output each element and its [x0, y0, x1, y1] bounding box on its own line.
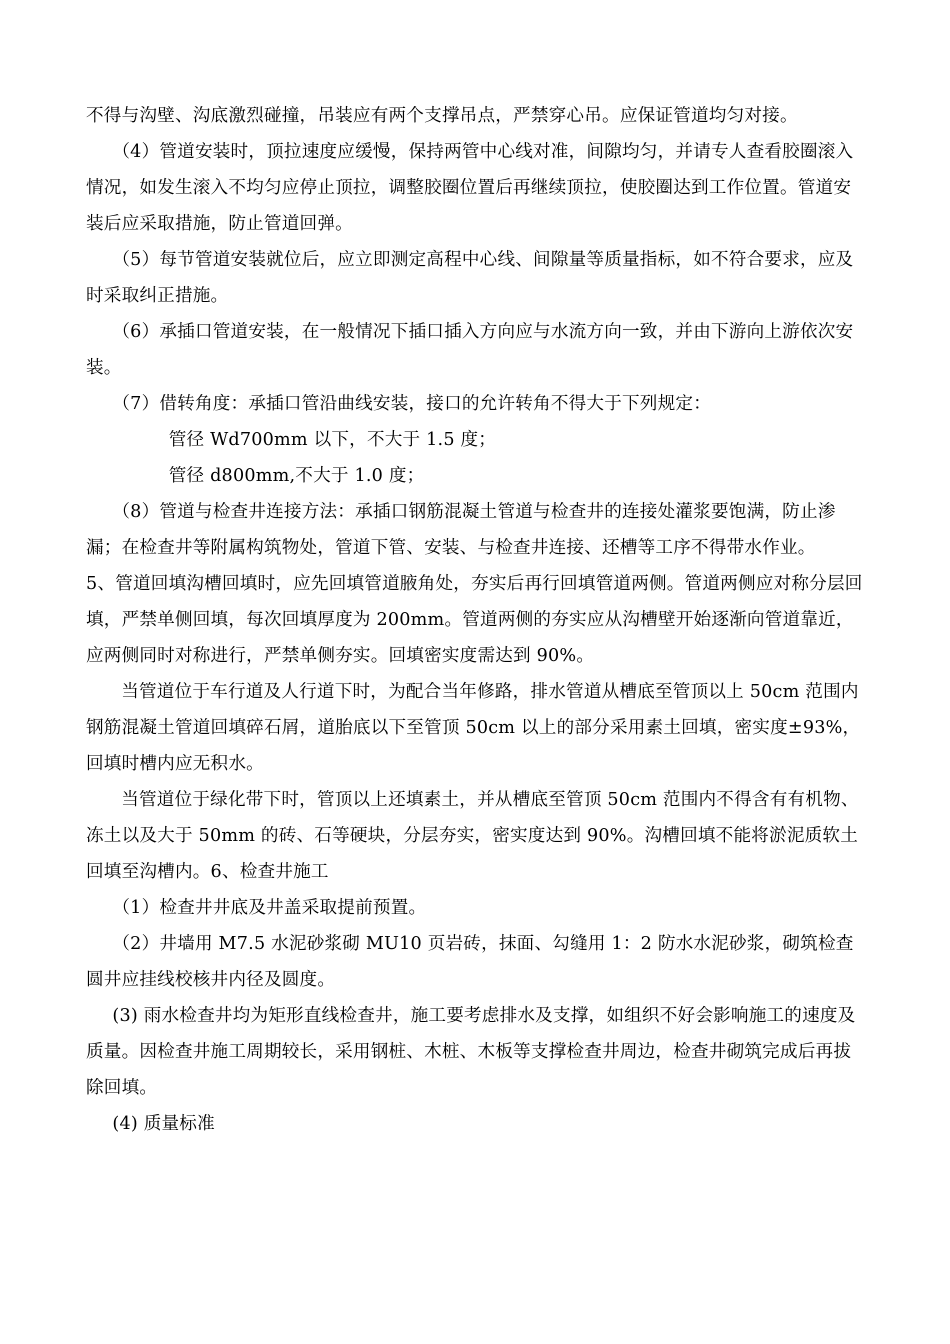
paragraph-8: （8）管道与检查井连接方法：承插口钢筋混凝土管道与检查井的连接处灌浆要饱满，防止渗漏；在检查井等附属构筑物处，管道下管、安装、与检查井连接、还槽等工序不得带水作业。: [86, 502, 836, 558]
paragraph-12: （1）检查井井底及井盖采取提前预置。: [112, 898, 427, 918]
paragraph-7: 管径 d800mm,不大于 1.0 度；: [168, 466, 425, 486]
paragraph-4: （6）承插口管道安装，在一般情况下插口插入方向应与水流方向一致，并由下游向上游依次安装。: [86, 322, 854, 378]
paragraph-1: 不得与沟壁、沟底激烈碰撞，吊装应有两个支撑吊点，严禁穿心吊。应保证管道均匀对接。: [86, 106, 798, 126]
paragraph-10: 当管道位于车行道及人行道下时，为配合当年修路，排水管道从槽底至管顶以上 50cm 范围内钢筋混凝土管道回填碎石屑，道胎底以下至管顶 50cm 以上的部分采用素土回填，密实度±93%，回填时槽内应无积水。: [86, 682, 861, 774]
paragraph-5: （7）借转角度：承插口管沿曲线安装，接口的允许转角不得大于下列规定：: [112, 394, 711, 414]
document-body: [86, 98, 866, 1142]
paragraph-6: 管径 Wd700mm 以下，不大于 1.5 度；: [168, 430, 497, 450]
paragraph-11: 当管道位于绿化带下时，管顶以上还填素土，并从槽底至管顶 50cm 范围内不得含有有机物、冻土以及大于 50mm 的砖、石等硬块，分层夯实，密实度达到 90%。沟槽回填不能将淤泥质软土回填至沟槽内。6、检查井施工: [86, 790, 859, 882]
paragraph-3: （5）每节管道安装就位后，应立即测定高程中心线、间隙量等质量指标，如不符合要求，应及时采取纠正措施。: [86, 250, 854, 306]
paragraph-9: 5、管道回填沟槽回填时，应先回填管道腋角处，夯实后再行回填管道两侧。管道两侧应对称分层回填，严禁单侧回填，每次回填厚度为 200mm。管道两侧的夯实应从沟槽壁开始逐渐向管道靠近，应两侧同时对称进行，严禁单侧夯实。回填密实度需达到 90%。: [86, 574, 863, 666]
paragraph-14: (3) 雨水检查井均为矩形直线检查井，施工要考虑排水及支撑，如组织不好会影响施工的速度及质量。因检查井施工周期较长，采用钢桩、木桩、木板等支撑检查井周边，检查井砌筑完成后再拔除回填。: [86, 1006, 856, 1098]
paragraph-13: （2）井墙用 M7.5 水泥砂浆砌 MU10 页岩砖，抹面、勾缝用 1：2 防水水泥砂浆，砌筑检查圆井应挂线校核井内径及圆度。: [86, 934, 854, 990]
paragraph-15: (4) 质量标准: [112, 1114, 215, 1134]
paragraph-2: （4）管道安装时，顶拉速度应缓慢，保持两管中心线对准，间隙均匀，并请专人查看胶圈滚入情况，如发生滚入不均匀应停止顶拉，调整胶圈位置后再继续顶拉，使胶圈达到工作位置。管道安装后应采取措施，防止管道回弹。: [86, 142, 854, 234]
